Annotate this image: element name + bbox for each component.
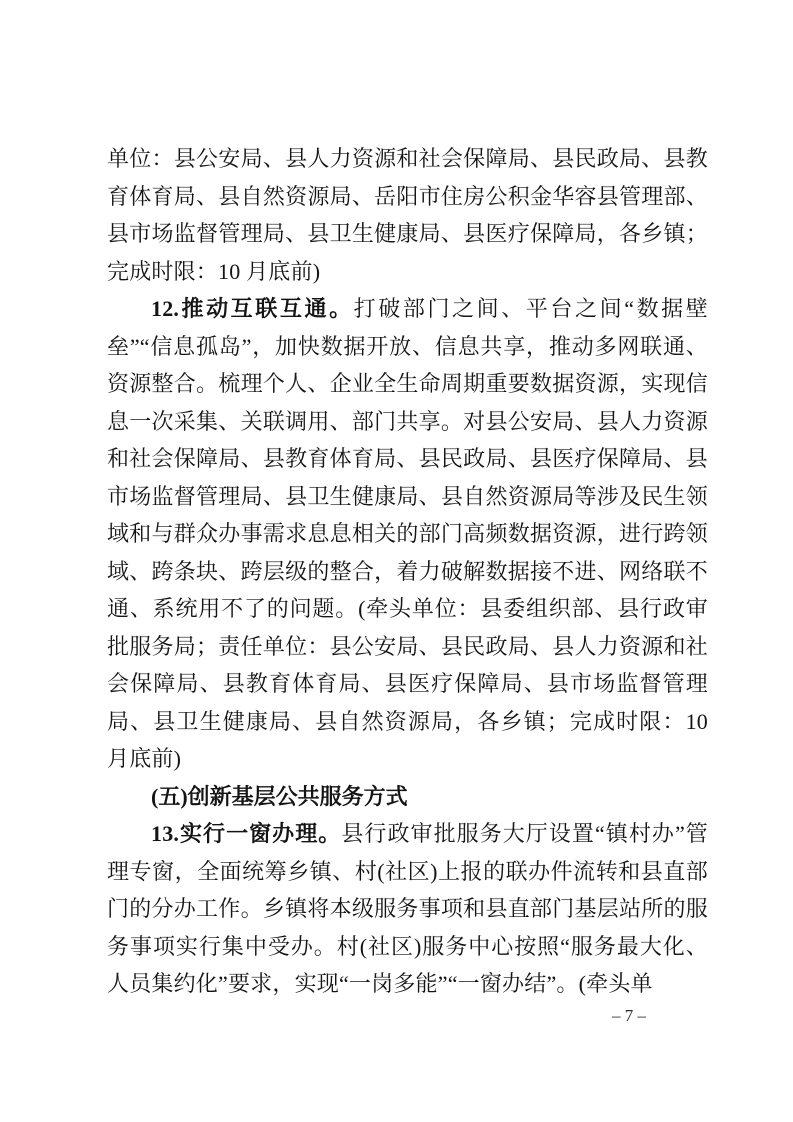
paragraph-item-12 <box>107 290 708 778</box>
paragraph-text: 单位：县公安局、县人力资源和社会保障局、县民政局、县教育体育局、县自然资源局、岳阳市住房公积金华容县管理部、县市场监督管理局、县卫生健康局、县医疗保障局，各乡镇；完成时限：10 月底前) <box>107 146 708 284</box>
body-text <box>107 140 708 1003</box>
paragraph-12-lead: 12.推动互联互通。 <box>151 296 354 321</box>
paragraph-12-text: 打破部门之间、平台之间“数据壁垒”“信息孤岛”，加快数据开放、信息共享，推动多网联通、资源整合。梳理个人、企业全生命周期重要数据资源，实现信息一次采集、关联调用、部门共享。对县公安局、县人力资源和社会保障局、县教育体育局、县民政局、县医疗保障局、县市场监督管理局、县卫生健康局、县自然资源局等涉及民生领域和与群众办事需求息息相关的部门高频数据资源，进行跨领域、跨条块、跨层级的整合，着力破解数据接不进、网络联不通、系统用不了的问题。(牵头单位：县委组织部、县行政审批服务局；责任单位：县公安局、县民政局、县人力资源和社会保障局、县教育体育局、县医疗保障局、县市场监督管理局、县卫生健康局、县自然资源局，各乡镇；完成时限：10 月底前) <box>107 296 708 771</box>
paragraph-unit-list-continuation <box>107 140 708 290</box>
section-heading-5: (五)创新基层公共服务方式 <box>151 783 408 809</box>
paragraph-13-lead: 13.实行一窗办理。 <box>151 821 342 846</box>
page-number: – 7 – <box>612 1006 646 1025</box>
paragraph-item-13 <box>107 815 708 1003</box>
paragraph-13-text: 县行政审批服务大厅设置“镇村办”管理专窗，全面统筹乡镇、村(社区)上报的联办件流转和县直部门的分办工作。乡镇将本级服务事项和县直部门基层站所的服务事项实行集中受办。村(社区)服务中心按照“服务最大化、人员集约化”要求，实现“一岗多能”“一窗办结”。(牵头单 <box>107 821 708 996</box>
